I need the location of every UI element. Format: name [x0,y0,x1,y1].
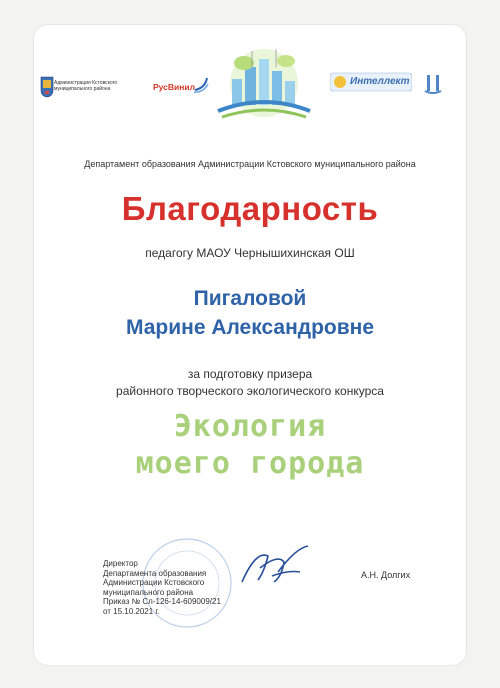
reason-line-1: за подготовку призера [187,367,313,381]
signatory-role-1: Директор [103,559,138,568]
rusvinil-logo-text: РусВинил [153,82,196,92]
department-name: Департамент образования Администрации Кстовского муниципального района [84,159,416,169]
coat-of-arms-icon [40,76,54,98]
certificate-title: Благодарность [121,190,379,227]
handwritten-signature-icon [238,542,314,588]
recipient-intro: педагогу МАОУ Чернышихинская ОШ [145,246,355,260]
contest-title-line-1: Экология [173,409,327,444]
eco-city-emblem-icon [214,45,314,121]
intellect-logo-text: Интеллект [350,76,410,87]
signatory-name: А.Н. Долгих [361,570,411,580]
admin-logo-text: Администрация Кстовского муниципального района [54,80,118,92]
recipient-given-names: Марине Александровне [125,316,375,339]
contest-title-line-2: моего города [135,446,365,481]
signatory-role-2: Департамента образования [103,568,207,578]
reason-line-2: районного творческого экологического конкурса [116,384,384,398]
school-logo-icon [423,73,443,95]
signatory-role-4: муниципального района [103,587,194,597]
signatory-role-3: Администрации Кстовского [103,578,205,588]
rusvinil-swoosh-icon [193,76,209,94]
recipient-surname: Пигаловой [193,287,307,310]
order-number: Приказ № Сл-126-14-609009/21 [103,597,221,607]
order-date: от 15.10.2021 г. [103,606,160,616]
signatory-block [103,559,243,617]
